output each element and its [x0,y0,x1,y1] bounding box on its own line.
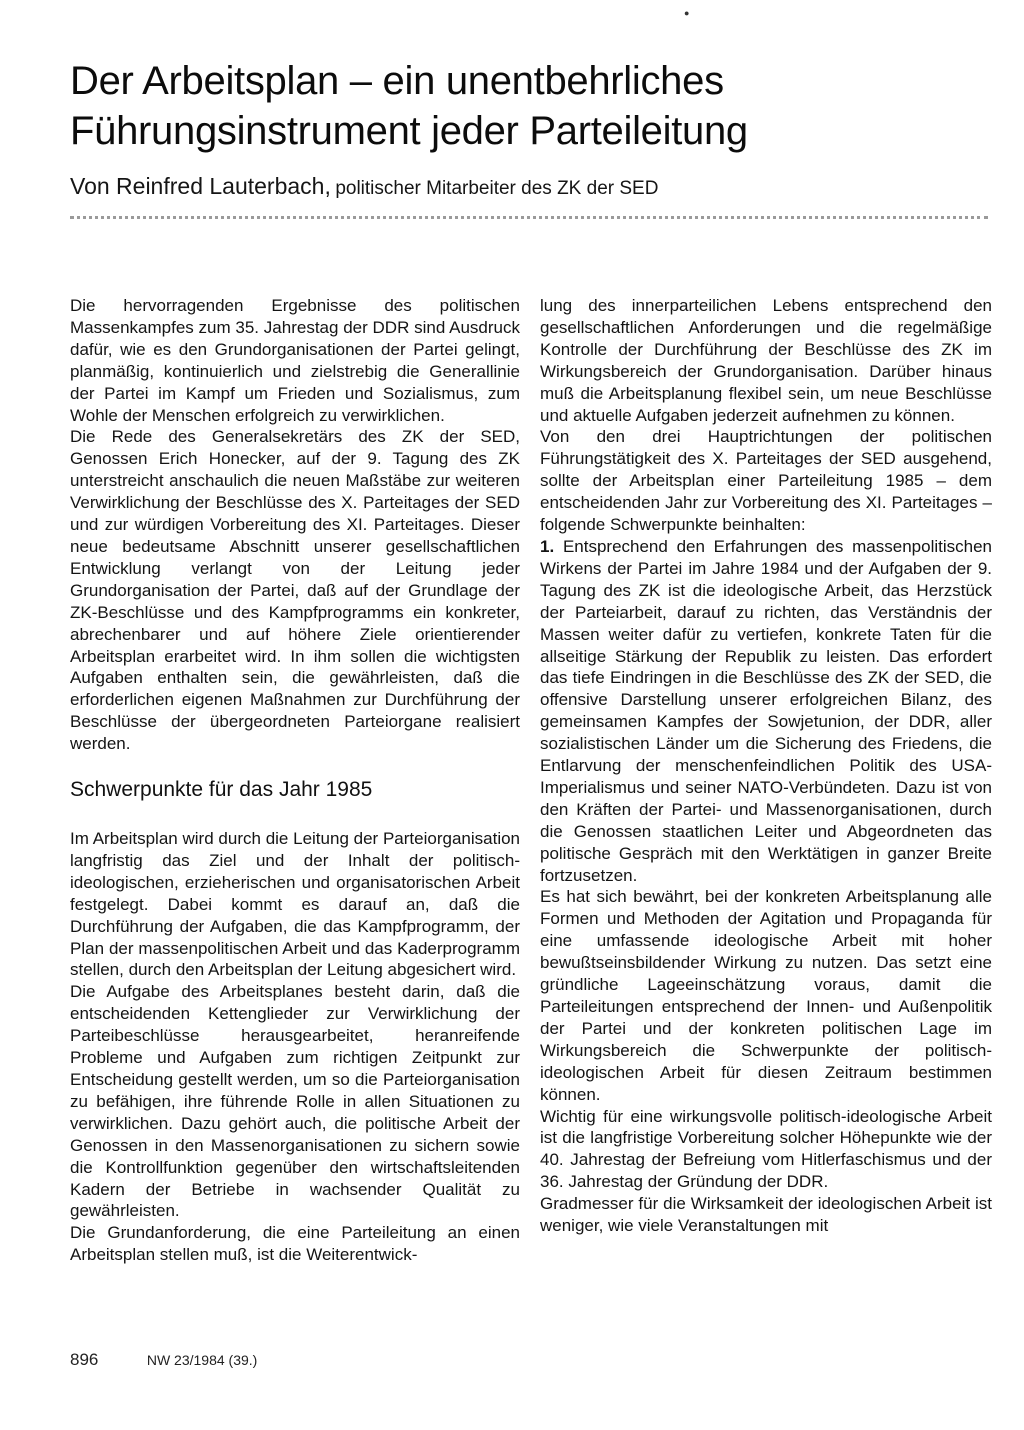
print-speck: ● [684,8,690,18]
byline [70,173,970,200]
title-line-2: Führungsinstrument jeder Parteileitung [70,109,748,153]
paragraph: Die Rede des Generalsekretärs des ZK der SED, Genossen Erich Honecker, auf der 9. Tagung des ZK unterstreicht anschaulich die neuen Maßstäbe zur weiteren Verwirklichung der Beschlüsse des X. Parteitages der SED und zur würdigen Vorbereitung des XI. Parteitages. Dieser neue bedeutsame Abschnitt unserer gesellschaftlichen Entwicklung verlangt von der Leitung jeder Grundorganisation der Partei, daß auf der Grundlage der ZK-Beschlüsse und des Kampfprogramms ein konkreter, abrechenbarer und auf höhere Ziele orientierender Arbeitsplan erarbeitet wird. In ihm sollen die wichtigsten Aufgaben enthalten sein, die gewährleisten, daß die erforderlichen eigenen Maßnahmen zur Durchführung der Beschlüsse der übergeordneten Parteiorgane realisiert werden. [70,427,520,754]
paragraph: Die Grundanforderung, die eine Parteileitung an einen Arbeitsplan stellen muß, ist die Weiterentwick- [70,1223,520,1265]
issue-reference: NW 23/1984 (39.) [146,1352,258,1368]
section-heading: Schwerpunkte für das Jahr 1985 [70,778,373,802]
paragraph: lung des innerparteilichen Lebens entsprechend den gesellschaftlichen Anforderungen und die regelmäßige Kontrolle der Durchführung der Beschlüsse des ZK im Wirkungsbereich der Grundorganisation. Darüber hinaus muß die Arbeitsplanung flexibel sein, um neue Beschlüsse und aktuelle Aufgaben jederzeit aufnehmen zu können. [540,296,992,425]
page-footer [70,1350,257,1370]
left-column [70,295,520,1266]
right-column [540,295,992,1237]
paragraph: Die Aufgabe des Arbeitsplanes besteht darin, daß die entscheidenden Kettenglieder zur Verwirklichung der Parteibeschlüsse herausgearbeitet, heranreifende Probleme und Aufgaben zum richtigen Zeitpunkt zur Entscheidung gestellt werden, um so die Parteiorganisation zu befähigen, ihre führende Rolle in allen Situationen zu verwirklichen. Dazu gehört auch, die politische Arbeit der Genossen in den Massenorganisationen zu sichern sowie die Kontrollfunktion gegenüber den wirtschaftsleitenden Kadern der Betriebe in wachsender Qualität zu gewährleisten. [70,982,520,1221]
author-role: politischer Mitarbeiter des ZK der SED [335,178,659,199]
paragraph: Es hat sich bewährt, bei der konkreten Arbeitsplanung alle Formen und Methoden der Agitation und Propaganda für eine umfassende ideologische Arbeit mit hoher bewußtseinsbildender Wirkung zu nutzen. Das setzt eine gründliche Lageeinschätzung voraus, damit die Parteileitungen entsprechend der Innen- und Außenpolitik der Partei und der konkreten politischen Lage im Wirkungsbereich die Schwerpunkte der politisch-ideologischen Arbeit für diesen Zeitraum bestimmen können. [540,887,992,1104]
paragraph: Die hervorragenden Ergebnisse des politischen Massenkampfes zum 35. Jahrestag der DDR sind Ausdruck dafür, wie es den Grundorganisationen der Partei gelingt, planmäßig, kontinuierlich und zielstrebig die Generallinie der Partei im Kampf um Frieden und Sozialismus, zum Wohle der Menschen erfolgreich zu verwirklichen. [70,296,520,425]
paragraph: Wichtig für eine wirkungsvolle politisch-ideologische Arbeit ist die langfristige Vorbereitung solcher Höhepunkte wie der 40. Jahrestag der Befreiung vom Hitlerfaschismus und der 36. Jahrestag der Gründung der DDR. [540,1106,992,1192]
numbered-paragraph [540,536,992,887]
item-number: 1. [540,536,555,556]
paragraph: Von den drei Hauptrichtungen der politischen Führungstätigkeit des X. Parteitages der SED ausgehend, sollte der Arbeitsplan einer Parteileitung 1985 – dem entscheidenden Jahr zur Vorbereitung des XI. Parteitages – folgende Schwerpunkte beinhalten: [540,427,992,535]
title-divider [70,216,988,219]
paragraph-text: Entsprechend den Erfahrungen des massenpolitischen Wirkens der Partei im Jahre 1984 und der Aufgaben der 9. Tagung des ZK ist die ideologische Arbeit, das Herzstück der Parteiarbeit, darauf zu richten, das Verständnis der Massen weiter dafür zu vertiefen, konkrete Taten für die allseitige Stärkung der Republik zu leisten. Das erfordert das tiefe Eindringen in die Beschlüsse des ZK der SED, die offensive Darstellung unserer erfolgreichen Bilanz, des gemeinsamen Kampfes der Sowjetunion, der DDR, aller sozialistischen Länder um die Sicherung des Friedens, die Entlarvung der menschenfeindlichen Politik des USA-Imperialismus und seiner NATO-Verbündeten. Dazu ist von den Kräften der Partei- und Massenorganisationen, durch die Genossen staatlichen Leiter und Abgeordneten das politische Gespräch mit den Werktätigen in ganzer Breite fortzusetzen. [540,536,992,885]
paragraph: Im Arbeitsplan wird durch die Leitung der Parteiorganisation langfristig das Ziel und der Inhalt der politisch-ideologischen, erzieherischen und organisatorischen Arbeit festgelegt. Dabei kommt es darauf an, daß die Durchführung der Aufgaben, die das Kampfprogramm, der Plan der massenpolitischen Arbeit und das Kaderprogramm stellen, durch den Arbeitsplan der Leitung abgesichert wird. [70,829,520,980]
page-number: 896 [70,1350,99,1369]
author-name: Von Reinfred Lauterbach, [70,173,331,199]
paragraph: Gradmesser für die Wirksamkeit der ideologischen Arbeit ist weniger, wie viele Veranstaltungen mit [540,1194,992,1236]
article-title [70,56,970,156]
title-line-1: Der Arbeitsplan – ein unentbehrliches [70,59,724,103]
